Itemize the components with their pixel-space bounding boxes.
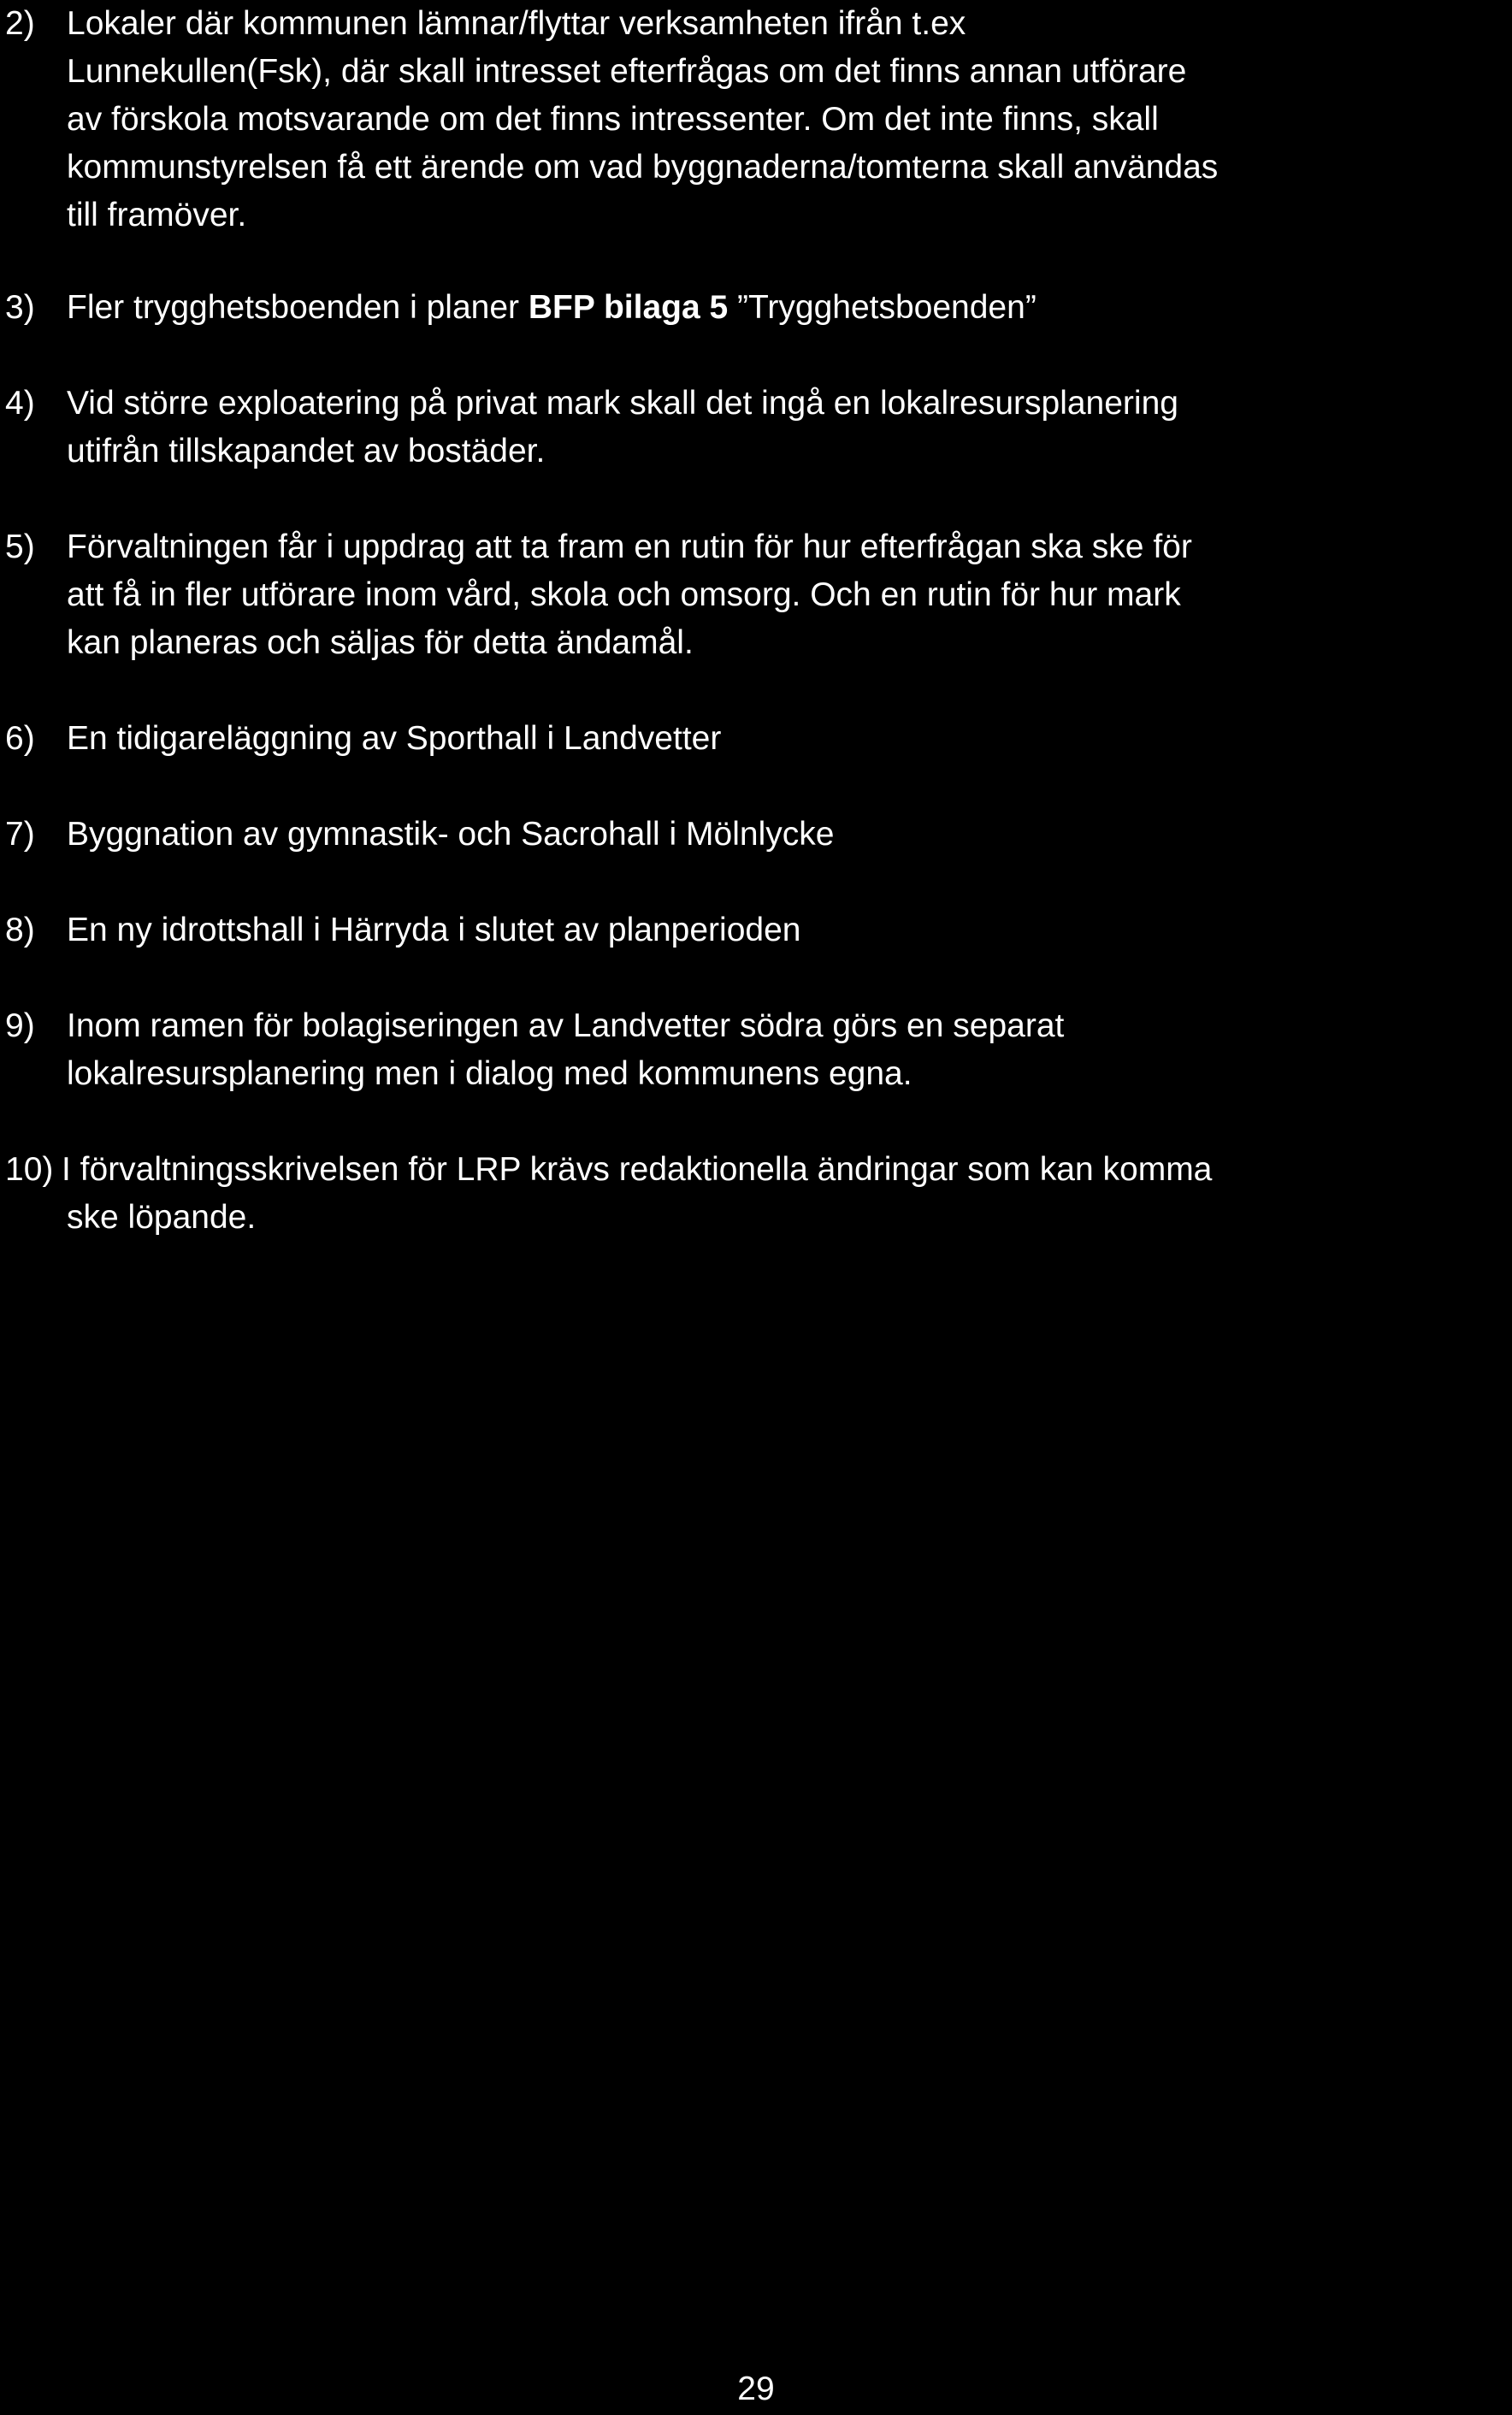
item-number: 6) (5, 720, 35, 757)
item-number: 10) (5, 1151, 54, 1188)
item-text-line: I förvaltningsskrivelsen för LRP krävs redaktionella ändringar som kan komma (62, 1151, 1213, 1188)
item-text-line: Byggnation av gymnastik- och Sacrohall i Mölnlycke (67, 816, 835, 853)
item-text-line: kommunstyrelsen få ett ärende om vad byggnaderna/tomterna skall användas (67, 149, 1219, 186)
item-number: 4) (5, 385, 35, 422)
item-number: 3) (5, 289, 35, 326)
item-text-line: utifrån tillskapandet av bostäder. (67, 433, 546, 469)
item-text-line (67, 284, 1503, 332)
item-text (67, 0, 1503, 239)
bfp-reference: BFP bilaga 5 (528, 289, 729, 326)
item-text-line: att få in fler utförare inom vård, skola och omsorg. Och en rutin för hur mark (67, 576, 1181, 613)
item-text-line: Lokaler där kommunen lämnar/flyttar verksamheten ifrån t.ex (67, 5, 966, 42)
item-number: 5) (5, 528, 35, 565)
item-number: 2) (5, 5, 35, 42)
item-number: 8) (5, 912, 35, 948)
item-number: 7) (5, 816, 35, 853)
item-text-line: av förskola motsvarande om det finns intressenter. Om det inte finns, skall (67, 101, 1159, 138)
page-number: 29 (737, 2371, 775, 2407)
item-text-line: lokalresursplanering men i dialog med kommunens egna. (67, 1055, 913, 1092)
item-text-suffix: ”Trygghetsboenden” (728, 289, 1037, 326)
item-text (62, 1146, 1498, 1242)
item-text-line: Vid större exploatering på privat mark skall det ingå en lokalresursplanering (67, 385, 1178, 422)
item-text (67, 380, 1503, 475)
item-text (67, 523, 1503, 667)
item-text-line: Inom ramen för bolagiseringen av Landvetter södra görs en separat (67, 1007, 1065, 1044)
item-text-line: till framöver. (67, 197, 247, 233)
item-text (67, 811, 1503, 859)
item-text (67, 906, 1503, 954)
item-text-line: kan planeras och säljas för detta ändamål. (67, 624, 694, 661)
item-text (67, 1002, 1503, 1098)
item-text (67, 715, 1503, 763)
item-text-line: ske löpande. (67, 1199, 257, 1236)
item-text-prefix: Fler trygghetsboenden i planer (67, 289, 529, 326)
item-text-line: Lunnekullen(Fsk), där skall intresset efterfrågas om det finns annan utförare (67, 53, 1187, 90)
item-text (67, 284, 1503, 332)
item-number: 9) (5, 1007, 35, 1044)
item-text-line: En tidigareläggning av Sporthall i Landvetter (67, 720, 722, 757)
item-text-line: En ny idrottshall i Härryda i slutet av planperioden (67, 912, 801, 948)
item-text-line: Förvaltningen får i uppdrag att ta fram en rutin för hur efterfrågan ska ske för (67, 528, 1192, 565)
